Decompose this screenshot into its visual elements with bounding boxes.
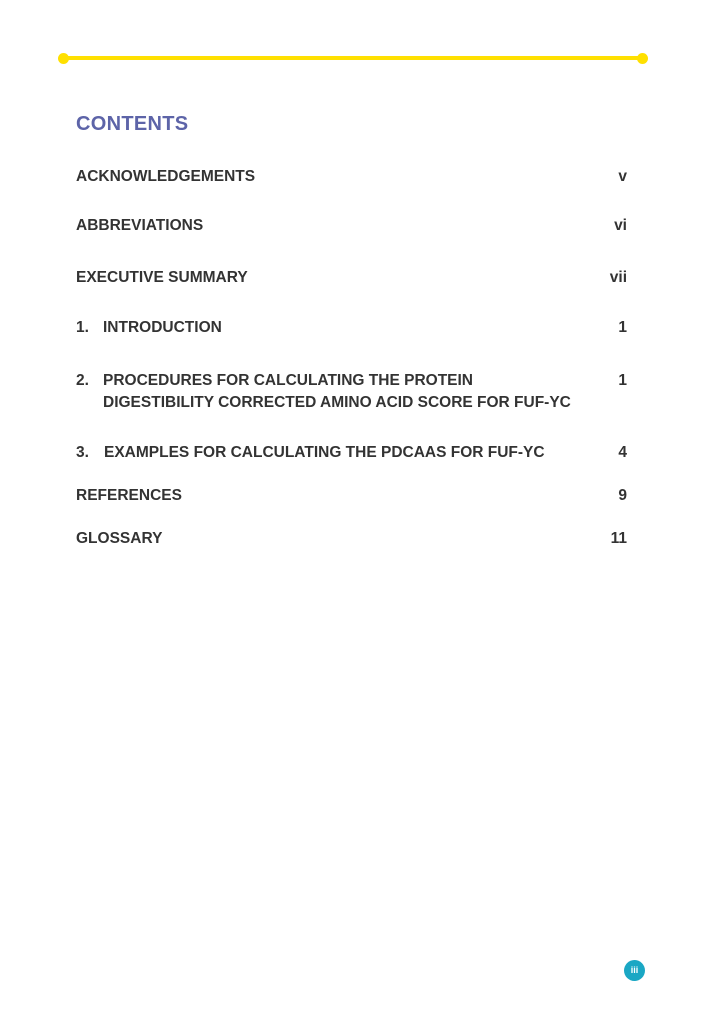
header-rule <box>58 53 648 63</box>
toc-entry-number: 2. <box>76 372 89 389</box>
toc-entry-glossary[interactable] <box>76 528 627 550</box>
toc-entry-procedures[interactable] <box>76 370 627 414</box>
toc-entry-text: GLOSSARY <box>76 530 163 547</box>
header-rule-right-dot <box>637 53 648 64</box>
toc-entry-page: 9 <box>618 487 627 504</box>
toc-entry-executive-summary[interactable] <box>76 267 627 289</box>
toc-entry-page: 1 <box>618 372 627 389</box>
toc-entry-page: vi <box>614 217 627 234</box>
page-number-badge: iii <box>624 960 645 981</box>
toc-entry-page: vii <box>609 269 627 286</box>
toc-entry-text: EXECUTIVE SUMMARY <box>76 269 248 286</box>
toc-entry-references[interactable] <box>76 485 627 507</box>
toc-entry-examples[interactable] <box>76 442 627 464</box>
toc-entry-abbreviations[interactable] <box>76 215 627 237</box>
page-title: CONTENTS <box>76 113 189 135</box>
toc-entry-text: PROCEDURES FOR CALCULATING THE PROTEIN DIGESTIBILITY CORRECTED AMINO ACID SCORE FOR FUF-YC <box>103 372 571 411</box>
toc-entry-text: ACKNOWLEDGEMENTS <box>76 168 256 185</box>
toc-entry-page: 11 <box>610 530 627 547</box>
toc-entry-page: 1 <box>618 319 627 336</box>
toc-entry-text: INTRODUCTION <box>103 319 222 336</box>
toc-entry-introduction[interactable] <box>76 317 627 339</box>
toc-entry-page: v <box>618 168 627 185</box>
header-rule-line <box>63 56 643 60</box>
toc-entry-page: 4 <box>618 444 627 461</box>
toc-entry-number: 1. <box>76 319 89 336</box>
header-rule-left-dot <box>58 53 69 64</box>
toc-entry-text: ABBREVIATIONS <box>76 217 204 234</box>
toc-entry-text: EXAMPLES FOR CALCULATING THE PDCAAS FOR FUF-YC <box>104 444 545 461</box>
toc-entry-number: 3. <box>76 444 89 461</box>
toc-entry-text: REFERENCES <box>76 487 182 504</box>
toc-entry-acknowledgements[interactable] <box>76 166 627 188</box>
